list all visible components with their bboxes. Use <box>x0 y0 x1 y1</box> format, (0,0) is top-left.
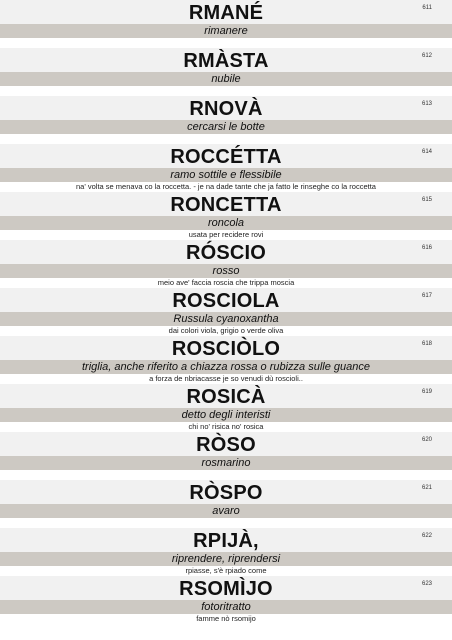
entry-word: RÒSO <box>196 434 256 456</box>
entry-word: RMANÉ <box>188 2 264 24</box>
entry-number: 623 <box>421 581 432 587</box>
entry-word: RÒSPO <box>189 482 263 504</box>
dictionary-entry <box>0 288 452 336</box>
entry-word: ROSICÀ <box>186 386 266 408</box>
entry-example: na' volta se menava co la roccetta. - je na dade tante che ja fatto le rinseghe co la roccetta <box>76 182 376 191</box>
entry-example: usata per recidere rovi <box>188 230 264 239</box>
entry-example: dai colori viola, grigio o verde oliva <box>168 326 284 335</box>
entry-definition: roncola <box>207 217 245 229</box>
entry-word: RPIJÀ, <box>193 530 259 552</box>
dictionary-entry <box>0 48 452 96</box>
entry-example: rpiasse, s'è rpiado come <box>185 566 267 575</box>
entry-definition: nubile <box>211 73 241 85</box>
entry-definition: cercarsi le botte <box>187 121 265 133</box>
entry-number: 611 <box>422 5 432 11</box>
dictionary-entry <box>0 480 452 528</box>
entry-definition: ramo sottile e flessibile <box>170 169 282 181</box>
entry-definition: rosso <box>212 265 240 277</box>
entry-word: RONCETTA <box>170 194 282 216</box>
entry-definition: avaro <box>212 505 240 517</box>
entry-word: RSOMÌJO <box>179 578 273 600</box>
entry-example: famme nò rsomijo <box>196 614 256 623</box>
dictionary-entry <box>0 0 452 48</box>
entry-word: ROSCIÒLO <box>171 338 281 360</box>
entry-number: 621 <box>421 485 432 491</box>
dictionary-entry <box>0 528 452 576</box>
entry-number: 614 <box>421 149 432 155</box>
entry-definition: triglia, anche riferito a chiazza rossa o rubizza sulle guance <box>82 361 370 373</box>
entry-word: RNOVÀ <box>189 98 263 120</box>
entry-definition: rosmarino <box>201 457 251 469</box>
entry-example: chi no' risica no' rosica <box>188 422 264 431</box>
entry-number: 615 <box>421 197 432 203</box>
entry-number: 622 <box>421 533 432 539</box>
entry-word: RMÀSTA <box>183 50 269 72</box>
entry-number: 612 <box>421 53 432 59</box>
dictionary-entry <box>0 144 452 192</box>
dictionary-entry <box>0 192 452 240</box>
dictionary-entry <box>0 576 452 624</box>
entry-number: 616 <box>421 245 432 251</box>
dictionary-entry <box>0 432 452 480</box>
entry-number: 617 <box>421 293 432 299</box>
entry-definition: rimanere <box>204 25 248 37</box>
entry-number: 619 <box>421 389 432 395</box>
entry-number: 620 <box>421 437 432 443</box>
entry-example: a forza de nbriacasse je so venudi dù roscioli.. <box>149 374 303 383</box>
entry-number: 613 <box>421 101 432 107</box>
entry-definition: detto degli interisti <box>181 409 271 421</box>
entry-definition: fotoritratto <box>201 601 251 613</box>
entry-example: meio ave' faccia roscia che trippa moscia <box>157 278 295 287</box>
entry-word: RÓSCIO <box>185 242 267 264</box>
entry-definition: riprendere, riprendersi <box>171 553 281 565</box>
dictionary-entry <box>0 96 452 144</box>
dictionary-entry <box>0 384 452 432</box>
entry-number: 618 <box>421 341 432 347</box>
entry-word: ROCCÉTTA <box>170 146 282 168</box>
dictionary-entry <box>0 240 452 288</box>
dictionary-entry <box>0 336 452 384</box>
entry-word: ROSCIOLA <box>172 290 280 312</box>
entry-definition: Russula cyanoxantha <box>173 313 279 325</box>
